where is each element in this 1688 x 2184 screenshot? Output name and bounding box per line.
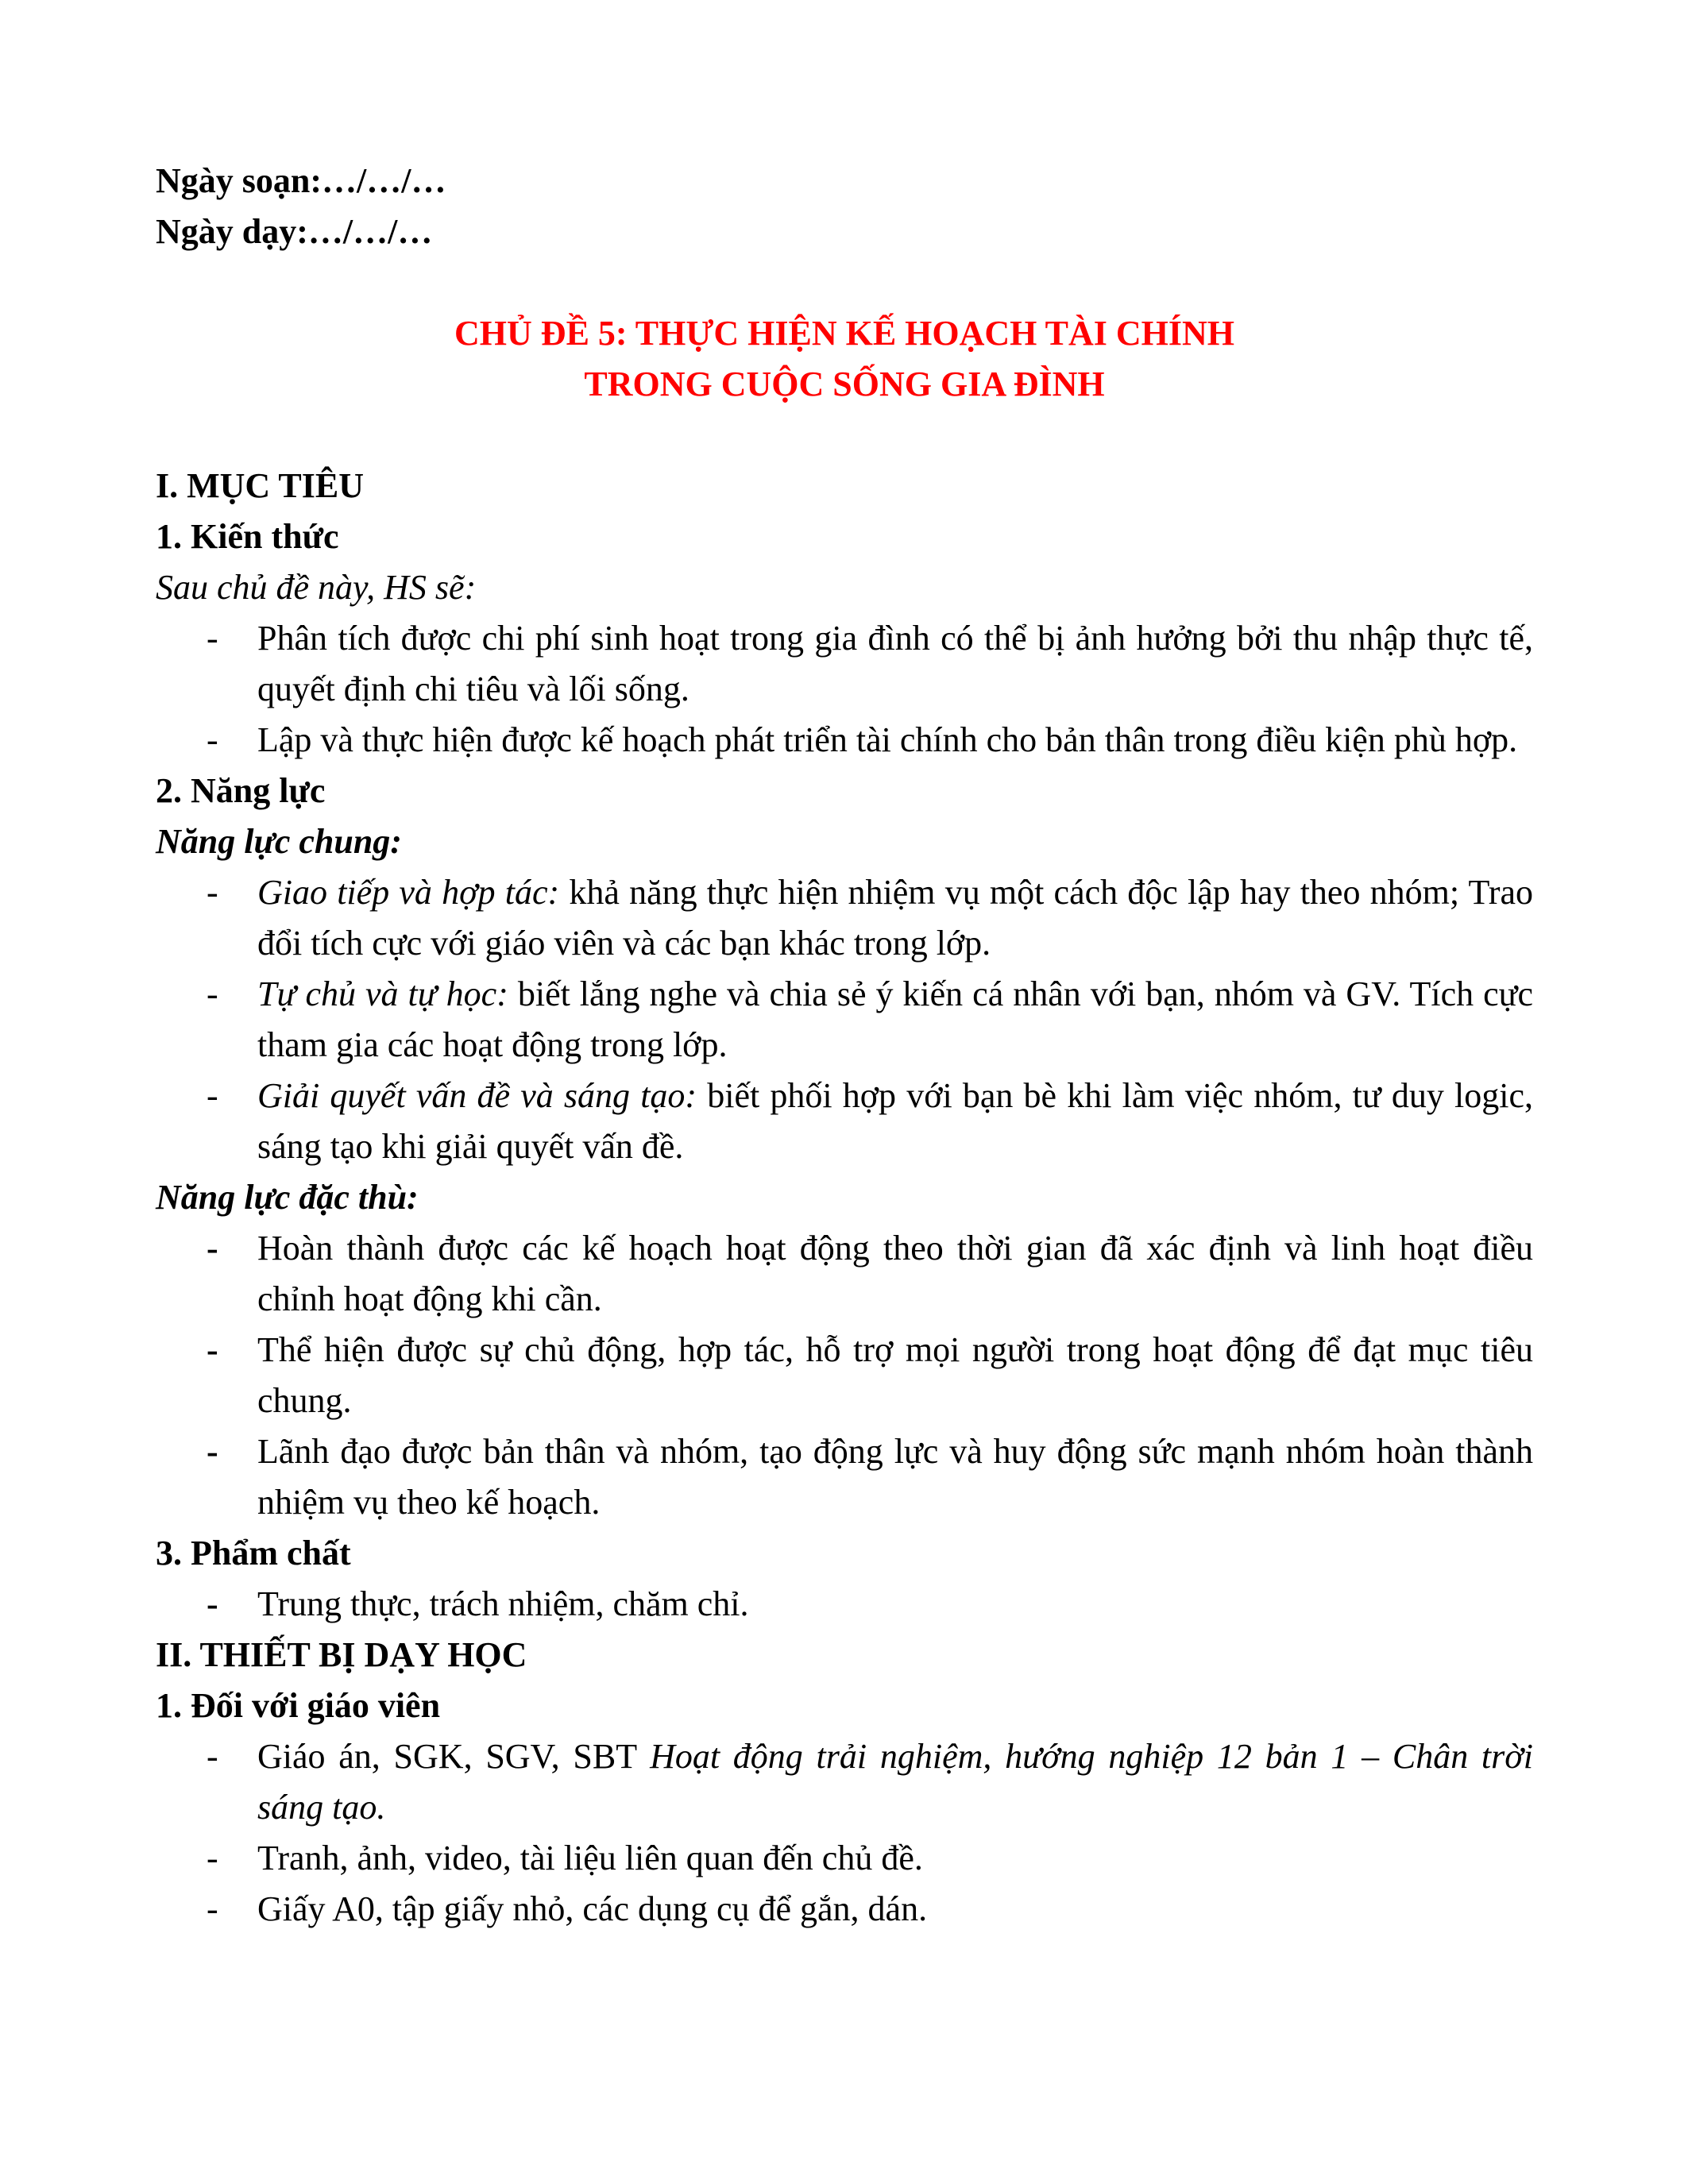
- dash-bullet: -: [207, 1889, 218, 1928]
- list-item: - Tranh, ảnh, video, tài liệu liên quan đến chủ đề.: [156, 1833, 1533, 1884]
- document-page: [156, 156, 1533, 1935]
- section-heading-objectives: I. MỤC TIÊU: [156, 466, 365, 505]
- knowledge-intro: Sau chủ đề này, HS sẽ:: [156, 568, 477, 607]
- subheading-knowledge: 1. Kiến thức: [156, 517, 339, 556]
- dash-bullet: -: [207, 1432, 218, 1471]
- dash-bullet: -: [207, 619, 218, 658]
- dash-bullet: -: [207, 1330, 218, 1369]
- dash-bullet: -: [207, 1076, 218, 1115]
- list-item: - Lập và thực hiện được kế hoạch phát triển tài chính cho bản thân trong điều kiện phù hợp.: [156, 715, 1533, 766]
- title-line-2: TRONG CUỘC SỐNG GIA ĐÌNH: [584, 365, 1105, 403]
- document-title: [156, 308, 1533, 410]
- book-title: Hoạt động trải nghiệm, hướng nghiệp 12 bản 1 – Chân trời sáng tạo.: [257, 1737, 1533, 1827]
- general-competence-list: [156, 867, 1533, 1172]
- date-prepared: Ngày soạn:…/…/…: [156, 161, 446, 200]
- item-lead: Giải quyết vấn đề và sáng tạo:: [257, 1076, 697, 1115]
- dash-bullet: -: [207, 1584, 218, 1623]
- dash-bullet: -: [207, 720, 218, 759]
- general-competence-label: Năng lực chung:: [156, 822, 402, 861]
- list-item: - Phân tích được chi phí sinh hoạt trong gia đình có thể bị ảnh hưởng bởi thu nhập thực tế, quyết định chi tiêu và lối sống.: [156, 613, 1533, 715]
- list-item: - Thể hiện được sự chủ động, hợp tác, hỗ trợ mọi người trong hoạt động để đạt mục tiêu chung.: [156, 1325, 1533, 1426]
- list-item: - Trung thực, trách nhiệm, chăm chỉ.: [156, 1579, 1533, 1630]
- date-taught: Ngày dạy:…/…/…: [156, 212, 433, 251]
- specific-competence-label: Năng lực đặc thù:: [156, 1178, 419, 1217]
- item-lead: Tự chủ và tự học:: [257, 974, 508, 1013]
- qualities-list: [156, 1579, 1533, 1630]
- list-item: - Giáo án, SGK, SGV, SBT Hoạt động trải nghiệm, hướng nghiệp 12 bản 1 – Chân trời sáng tạo.: [156, 1731, 1533, 1833]
- dash-bullet: -: [207, 873, 218, 912]
- subheading-qualities: 3. Phẩm chất: [156, 1534, 351, 1572]
- list-item: - Lãnh đạo được bản thân và nhóm, tạo động lực và huy động sức mạnh nhóm hoàn thành nhiệm vụ theo kế hoạch.: [156, 1426, 1533, 1528]
- list-item: - Hoàn thành được các kế hoạch hoạt động theo thời gian đã xác định và linh hoạt điều chỉnh hoạt động khi cần.: [156, 1223, 1533, 1325]
- list-item: - Giấy A0, tập giấy nhỏ, các dụng cụ để gắn, dán.: [156, 1884, 1533, 1935]
- date-block: [156, 156, 1533, 257]
- dash-bullet: -: [207, 1737, 218, 1776]
- title-line-1: CHỦ ĐỀ 5: THỰC HIỆN KẾ HOẠCH TÀI CHÍNH: [454, 314, 1234, 353]
- dash-bullet: -: [207, 1839, 218, 1877]
- knowledge-list: [156, 613, 1533, 766]
- list-item: - Giao tiếp và hợp tác: khả năng thực hiện nhiệm vụ một cách độc lập hay theo nhóm; Trao đổi tích cực với giáo viên và các bạn khác trong lớp.: [156, 867, 1533, 969]
- list-item: - Giải quyết vấn đề và sáng tạo: biết phối hợp với bạn bè khi làm việc nhóm, tư duy logic, sáng tạo khi giải quyết vấn đề.: [156, 1071, 1533, 1172]
- subheading-competence: 2. Năng lực: [156, 771, 326, 810]
- specific-competence-list: [156, 1223, 1533, 1528]
- list-item: - Tự chủ và tự học: biết lắng nghe và chia sẻ ý kiến cá nhân với bạn, nhóm và GV. Tích cực tham gia các hoạt động trong lớp.: [156, 969, 1533, 1071]
- dash-bullet: -: [207, 1229, 218, 1268]
- item-lead: Giao tiếp và hợp tác:: [257, 873, 560, 912]
- subheading-teacher: 1. Đối với giáo viên: [156, 1686, 441, 1725]
- teacher-equipment-list: [156, 1731, 1533, 1935]
- dash-bullet: -: [207, 974, 218, 1013]
- section-heading-equipment: II. THIẾT BỊ DẠY HỌC: [156, 1635, 527, 1674]
